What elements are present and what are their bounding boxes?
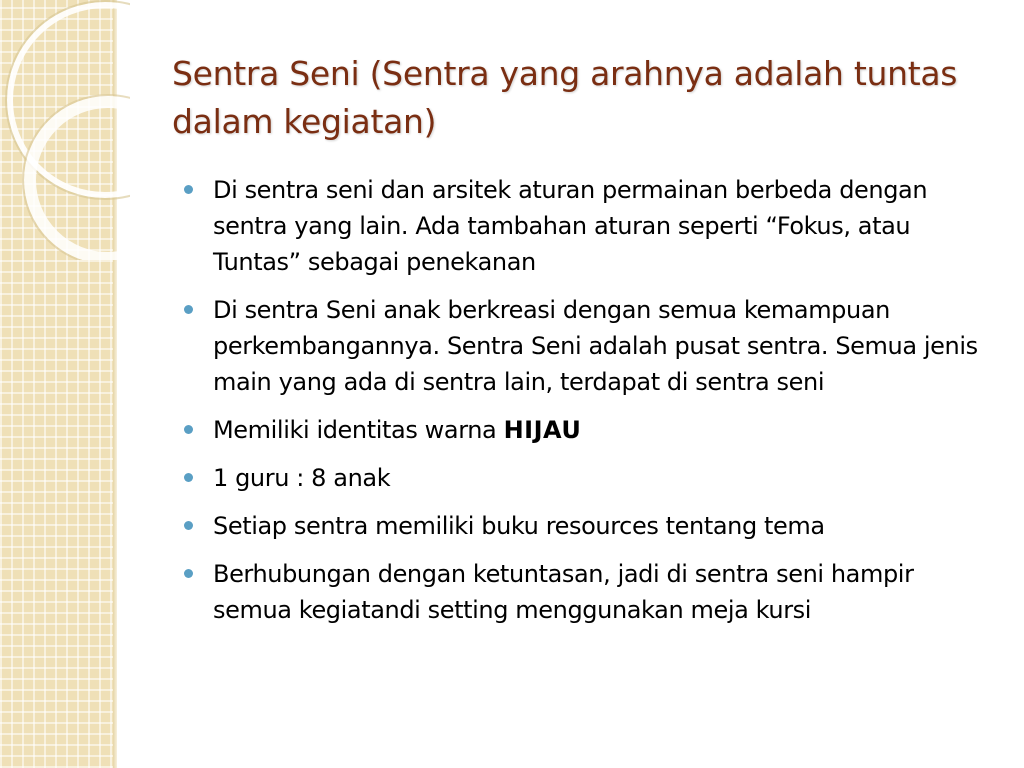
bullet-dot-icon: [184, 569, 193, 578]
decorative-circles: [0, 0, 130, 260]
bullet-text: Setiap sentra memiliki buku resources tentang tema: [213, 512, 825, 540]
bullet-text: Di sentra Seni anak berkreasi dengan semua kemampuan perkembangannya. Sentra Seni adalah pusat sentra. Semua jenis main yang ada di sentra lain, terdapat di sentra seni: [213, 296, 978, 396]
bullet-list: [184, 172, 999, 640]
slide-title: Sentra Seni (Sentra yang arahnya adalah tuntas dalam kegiatan): [172, 54, 958, 141]
bullet-item: [184, 172, 999, 280]
decorative-circle-bottom-shadow: [23, 95, 130, 260]
bullet-strong-text: HIJAU: [503, 416, 582, 444]
bullet-item: [184, 460, 999, 496]
bullet-dot-icon: [184, 185, 193, 194]
bullet-item: [184, 508, 999, 544]
bullet-text: Memiliki identitas warna: [213, 416, 504, 444]
bullet-text: Berhubungan dengan ketuntasan, jadi di sentra seni hampir semua kegiatandi setting menggunakan meja kursi: [213, 560, 914, 624]
bullet-dot-icon: [184, 473, 193, 482]
bullet-dot-icon: [184, 305, 193, 314]
bullet-item: [184, 412, 999, 448]
bullet-text: 1 guru : 8 anak: [213, 464, 391, 492]
bullet-item: [184, 556, 999, 628]
bullet-text: Di sentra seni dan arsitek aturan permainan berbeda dengan sentra yang lain. Ada tambahan aturan seperti “Fokus, atau Tuntas” sebagai penekanan: [213, 176, 928, 276]
bullet-item: [184, 292, 999, 400]
bullet-dot-icon: [184, 521, 193, 530]
bullet-dot-icon: [184, 425, 193, 434]
